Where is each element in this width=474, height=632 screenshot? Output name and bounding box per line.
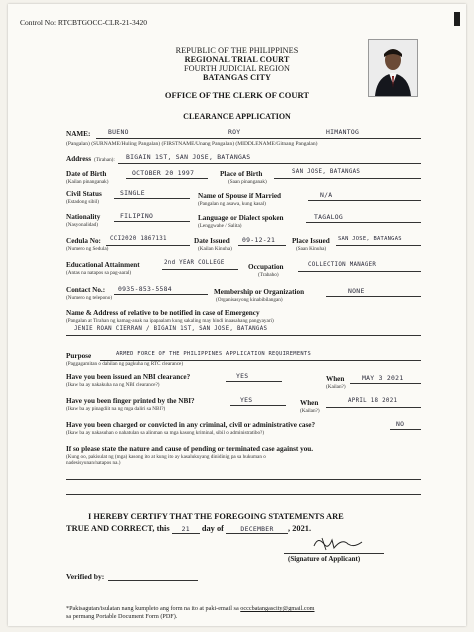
occupation-line: [298, 271, 421, 272]
signature-line: [284, 553, 384, 554]
middlename-value: HIMANTOG: [326, 128, 360, 136]
certify-month-field: [226, 524, 288, 534]
nbi-issued-value: YES: [236, 372, 249, 380]
pob-value: SAN JOSE, BATANGAS: [292, 169, 361, 175]
spouse-line: [308, 200, 421, 201]
pending-sub-1: (Kung oo, pakisulat ng (mga) kasong ito at kung ito ay kasalukuyang dinidinig pa sa hukuman o: [66, 454, 266, 460]
spouse-value: N/A: [320, 191, 333, 199]
membership-value: NONE: [348, 287, 365, 295]
pending-line-1: [66, 479, 421, 480]
membership-sub: (Organisasyong kinabibilangan): [216, 297, 283, 303]
civil-status-sub: (Estadong sibil): [66, 199, 99, 205]
contact-value: 0935-853-5584: [118, 285, 172, 293]
address-sub: (Tirahan):: [94, 157, 115, 163]
spouse-sub: (Pangalan ng asawa, kung kasal): [198, 201, 266, 207]
language-line: [306, 222, 421, 223]
dob-line: [126, 178, 208, 179]
place-issued-value: SAN JOSE, BATANGAS: [338, 236, 402, 242]
page-tab-mark: [454, 12, 460, 26]
purpose-value: ARMED FORCE OF THE PHILIPPINES APPLICATION REQUIREMENTS: [116, 351, 311, 357]
occupation-value: COLLECTION MANAGER: [308, 262, 377, 268]
certify-day-of-text: day of: [201, 524, 224, 533]
footer-line-1: [66, 605, 315, 612]
charged-value: NO: [396, 420, 405, 428]
nbi-issued-when-label: When: [326, 375, 345, 383]
nbi-fingerprint-value: YES: [240, 396, 253, 404]
applicant-signature: [308, 532, 368, 554]
header-line-1: REPUBLIC OF THE PHILIPPINES: [175, 46, 299, 55]
header-line-2: REGIONAL TRIAL COURT: [184, 55, 290, 64]
address-label: Address: [66, 155, 92, 163]
nbi-issued-label: Have you been issued an NBI clearance?: [66, 373, 191, 381]
nbi-issued-when-sub: (Kailan?): [326, 384, 346, 390]
surname-value: BUENO: [108, 128, 129, 136]
civil-status-value: SINGLE: [120, 189, 145, 197]
date-issued-label: Date Issued: [194, 237, 230, 245]
emergency-sub: (Pangalan at Tirahan ng kamag-anak na ipapaalam kung sakaling may hindi inaasahang pangyayari): [66, 318, 274, 324]
control-number: Control No: RTCBTGOCC-CLR-21-3420: [20, 18, 148, 27]
pob-label: Place of Birth: [220, 170, 263, 178]
place-issued-line: [336, 245, 421, 246]
address-value: BIGAIN 1ST, SAN JOSE, BATANGAS: [126, 153, 251, 161]
nationality-line: [114, 221, 190, 222]
membership-label: Membership or Organization: [214, 288, 305, 296]
charged-label: Have you been charged or convicted in any criminal, civil or administrative case?: [66, 421, 316, 429]
purpose-sub: (Paggagamitan o dahilan ng pagkuha ng RTC clearance): [66, 361, 184, 367]
form-title: CLEARANCE APPLICATION: [183, 112, 291, 121]
verified-by-line: [108, 580, 198, 581]
occupation-sub: (Trabaho): [258, 272, 279, 278]
language-sub: (Lenggwahe / Salita): [198, 223, 242, 229]
purpose-line: [100, 360, 421, 361]
certify-day-field: [172, 524, 200, 534]
footer-instruction: *Pakisagutan/isulatan nang kumpleto ang form na ito at paki-email sa: [66, 605, 239, 612]
footer-email[interactable]: occcbatangascity@gmail.com: [240, 605, 315, 612]
office-title: OFFICE OF THE CLERK OF COURT: [164, 90, 310, 100]
clearance-form-page: [8, 4, 466, 626]
nbi-issued-when-value: MAY 3 2021: [362, 374, 404, 382]
nationality-value: FILIPINO: [120, 212, 154, 220]
pob-sub: (Saan pinanganak): [228, 179, 267, 185]
civil-status-line: [114, 198, 190, 199]
nbi-fingerprint-label: Have you been finger printed by the NBI?: [66, 397, 195, 405]
language-value: TAGALOG: [314, 213, 344, 221]
contact-sub: (Numero ng telepono): [66, 295, 113, 301]
language-label: Language or Dialect spoken: [198, 214, 284, 222]
certify-line-2: [66, 524, 311, 534]
membership-line: [326, 296, 421, 297]
pob-line: [274, 178, 421, 179]
nbi-fingerprint-when-line: [326, 407, 421, 408]
place-issued-label: Place Issued: [292, 237, 330, 245]
signature-label: (Signature of Applicant): [288, 555, 361, 563]
cedula-line: [106, 245, 190, 246]
occupation-label: Occupation: [248, 263, 284, 271]
contact-line: [114, 294, 208, 295]
certify-true-text: TRUE AND CORRECT, this: [66, 524, 170, 533]
cedula-sub: (Numero ng Sedula): [66, 246, 109, 252]
pending-sub-2: nadesisyunan/natapos na.): [66, 460, 121, 466]
applicant-photo: [368, 39, 418, 97]
certify-month: DECEMBER: [240, 525, 274, 533]
applicant-photo-image: [369, 40, 417, 96]
place-issued-sub: (Saan Kinuha): [296, 246, 327, 252]
education-label: Educational Attainment: [66, 261, 140, 269]
header-line-4: BATANGAS CITY: [202, 73, 272, 82]
education-line: [162, 269, 238, 270]
nbi-fingerprint-line: [230, 405, 286, 406]
pending-label: If so please state the nature and cause of pending or terminated case against you.: [66, 445, 314, 453]
nbi-issued-sub: (Ikaw ba ay nakakuha na ng NBI clearance?): [66, 382, 160, 388]
footer-line-2: sa permang Portable Document Form (PDF).: [66, 613, 178, 620]
dob-value: OCTOBER 20 1997: [132, 169, 195, 177]
pending-line-2: [66, 494, 421, 495]
civil-status-label: Civil Status: [66, 190, 102, 198]
cedula-value: CCI2020 1867131: [110, 236, 167, 242]
nbi-fingerprint-sub: (Ikaw ba ay pinagdiit na ng mga daliri sa NBI?): [66, 406, 166, 412]
emergency-line: [66, 335, 421, 336]
nbi-issued-line: [226, 381, 282, 382]
dob-label: Date of Birth: [66, 170, 107, 178]
date-issued-line: [238, 245, 286, 246]
nbi-issued-when-line: [350, 383, 421, 384]
charged-sub: (Ikaw ba ay nakasuhan o nahatulan sa alinman sa mga kasong kriminal, sibil o administratibo?): [66, 430, 265, 436]
nationality-label: Nationality: [66, 213, 101, 221]
purpose-label: Purpose: [66, 352, 92, 360]
name-label: NAME:: [66, 130, 91, 138]
header-line-3: FOURTH JUDICIAL REGION: [183, 64, 291, 73]
date-issued-sub: (Kailan Kinuha): [198, 246, 232, 252]
certify-line-1: I HEREBY CERTIFY THAT THE FOREGOING STATEMENTS ARE: [88, 512, 344, 521]
cedula-label: Cedula No:: [66, 237, 101, 245]
education-value: 2nd YEAR COLLEGE: [164, 260, 225, 266]
address-line: [118, 163, 421, 164]
date-issued-value: 09-12-21: [242, 236, 276, 244]
education-sub: (Antas na natapos sa pag-aaral): [66, 270, 132, 276]
certify-period: .: [308, 524, 312, 533]
spouse-label: Name of Spouse if Married: [198, 192, 282, 200]
emergency-value: JENIE ROAN CIERRAN / BIGAIN 1ST, SAN JOSE, BATANGAS: [74, 326, 268, 332]
nationality-sub: (Nasyonalidad): [66, 222, 98, 228]
certify-day: 21: [181, 525, 190, 533]
dob-sub: (Kailan pinanganak): [66, 179, 109, 185]
name-line: [96, 138, 421, 139]
name-caption: (Pangalan) (SURNAME/Huling Pangalan) (FIRSTNAME/Unang Pangalan) (MIDDLENAME/Gitnang Pangalan): [66, 141, 318, 147]
contact-label: Contact No.:: [66, 286, 106, 294]
charged-line: [390, 429, 421, 430]
verified-by-label: Verified by:: [66, 572, 105, 581]
nbi-fingerprint-when-label: When: [300, 399, 319, 407]
emergency-label: Name & Address of relative to be notified in case of Emergency: [66, 309, 260, 317]
firstname-value: ROY: [228, 128, 241, 136]
nbi-fingerprint-when-sub: (Kailan?): [300, 408, 320, 414]
nbi-fingerprint-when-value: APRIL 18 2021: [348, 398, 398, 404]
certify-year: , 2021: [288, 524, 309, 533]
